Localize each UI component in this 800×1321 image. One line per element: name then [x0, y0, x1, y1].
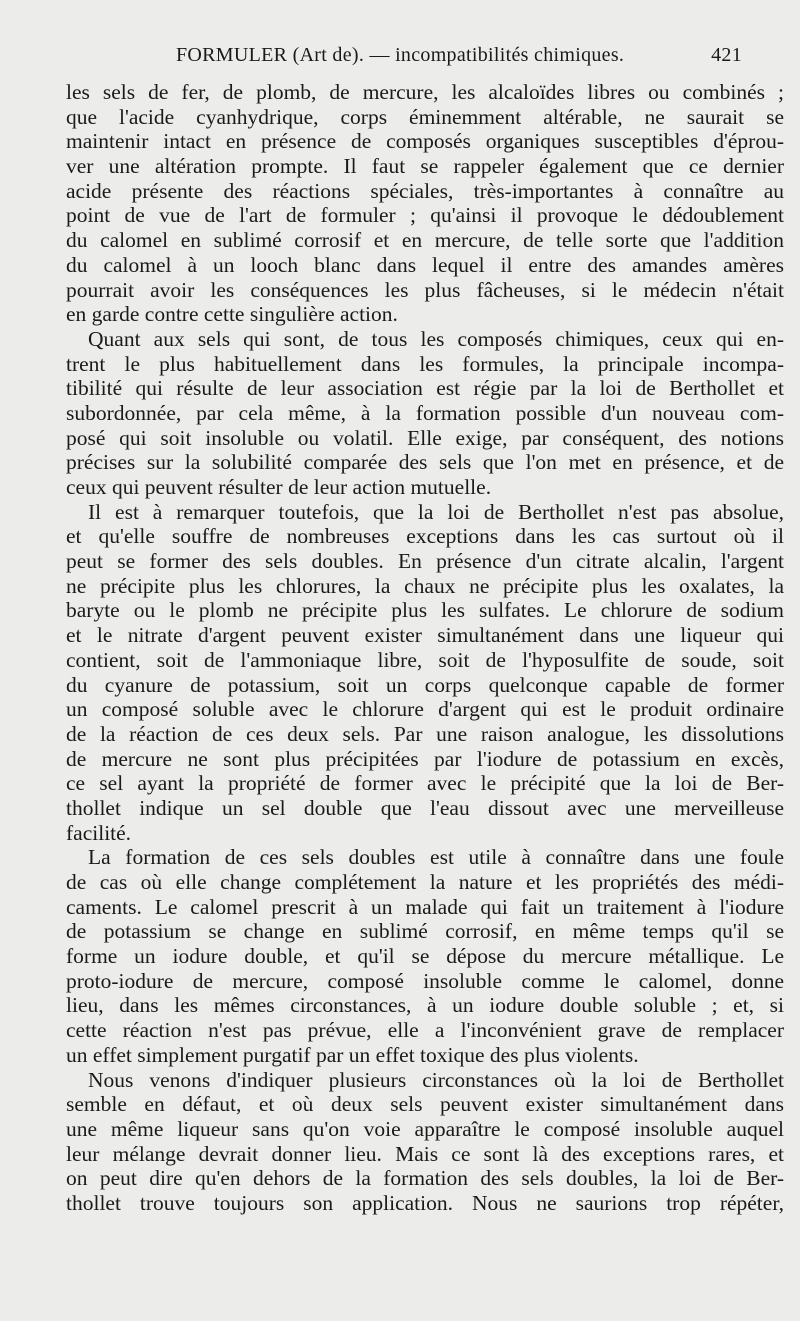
text-line: du calomel en sublimé corrosif et en mercure, de telle sorte que l'addition [66, 228, 784, 253]
text-line: précises sur la solubilité comparée des sels que l'on met en présence, et de [66, 450, 784, 475]
paragraph [66, 845, 784, 1067]
text-line: forme un iodure double, et qu'il se dépose du mercure métallique. Le [66, 944, 784, 969]
text-line: caments. Le calomel prescrit à un malade qui fait un traitement à l'iodure [66, 894, 784, 919]
text-line: thollet indique un sel double que l'eau dissout avec une merveilleuse [66, 795, 784, 820]
text-line: lieu, dans les mêmes circonstances, à un iodure double soluble ; et, si [66, 993, 784, 1018]
page-number: 421 [711, 44, 742, 66]
text-line: en garde contre cette singulière action. [66, 302, 398, 327]
text-line: maintenir intact en présence de composés organiques susceptibles d'éprou- [66, 129, 784, 154]
text-line: Nous venons d'indiquer plusieurs circonstances où la loi de Berthollet [88, 1067, 784, 1092]
text-line: acide présente des réactions spéciales, très-importantes à connaître au [66, 178, 784, 203]
text-line: de cas où elle change complétement la nature et les propriétés des médi- [66, 870, 784, 894]
text-line: posé qui soit insoluble ou volatil. Elle exige, par conséquent, des notions [66, 425, 784, 450]
header-title: FORMULER (Art de). — incompatibilités chimiques. [176, 44, 625, 66]
text-line: ceux qui peuvent résulter de leur action mutuelle. [66, 475, 492, 499]
text-line: subordonnée, par cela même, à la formation possible d'un nouveau com- [66, 400, 784, 425]
text-line: ce sel ayant la propriété de former avec le précipité que la loi de Ber- [66, 771, 784, 796]
text-line: pourrait avoir les conséquences les plus fâcheuses, si le médecin n'était [66, 277, 784, 302]
text-line: on peut dire qu'en dehors de la formation des sels doubles, la loi de Ber- [66, 1166, 784, 1191]
text-line: contient, soit de l'ammoniaque libre, soit de l'hyposulfite de soude, soit [66, 647, 784, 672]
text-line: un effet simplement purgatif par un effet toxique des plus violents. [66, 1042, 639, 1067]
text-line: et qu'elle souffre de nombreuses exceptions dans les cas surtout où il [66, 524, 784, 549]
text-line: les sels de fer, de plomb, de mercure, les alcaloïdes libres ou combinés ; [66, 80, 784, 104]
text-line: point de vue de l'art de formuler ; qu'ainsi il provoque le dédoublement [66, 203, 784, 228]
text-line: une même liqueur sans qu'on voie apparaître le composé insoluble auquel [66, 1116, 784, 1141]
text-line: que l'acide cyanhydrique, corps éminemment altérable, ne saurait se [66, 104, 784, 129]
paragraph [66, 1068, 784, 1216]
text-line: leur mélange devrait donner lieu. Mais ce sont là des exceptions rares, et [66, 1141, 784, 1166]
text-line: thollet trouve toujours son application. Nous ne saurions trop répéter, [66, 1190, 784, 1215]
text-line: Quant aux sels qui sont, de tous les composés chimiques, ceux qui en- [88, 326, 784, 351]
paragraph [66, 80, 784, 327]
text-line: facilité. [66, 820, 132, 845]
text-line: tibilité qui résulte de leur association est régie par la loi de Berthollet et [66, 376, 784, 401]
text-line: Il est à remarquer toutefois, que la loi de Berthollet n'est pas absolue, [88, 499, 784, 524]
page-body-text [66, 80, 784, 1216]
text-line: ne précipite plus les chlorures, la chaux ne précipite plus les oxalates, la [66, 573, 784, 598]
text-line: semble en défaut, et où deux sels peuvent exister simultanément dans [66, 1092, 784, 1117]
text-line: baryte ou le plomb ne précipite plus les sulfates. Le chlorure de sodium [66, 598, 784, 623]
text-line: ver une altération prompte. Il faut se rappeler également que ce dernier [66, 154, 784, 179]
text-line: de potassium se change en sublimé corrosif, en même temps qu'il se [66, 919, 784, 944]
text-line: et le nitrate d'argent peuvent exister simultanément dans une liqueur qui [66, 623, 784, 648]
text-line: peut se former des sels doubles. En présence d'un citrate alcalin, l'argent [66, 549, 784, 574]
text-line: de mercure ne sont plus précipitées par l'iodure de potassium en excès, [66, 746, 784, 771]
text-line: La formation de ces sels doubles est utile à connaître dans une foule [88, 845, 784, 870]
paragraph [66, 500, 784, 846]
running-header [66, 44, 742, 74]
text-line: du calomel à un looch blanc dans lequel il entre des amandes amères [66, 252, 784, 277]
text-line: trent le plus habituellement dans les formules, la principale incompa- [66, 351, 784, 376]
text-line: du cyanure de potassium, soit un corps quelconque capable de former [66, 672, 784, 697]
text-line: cette réaction n'est pas prévue, elle a l'inconvénient grave de remplacer [66, 1018, 784, 1043]
text-line: de la réaction de ces deux sels. Par une raison analogue, les dissolutions [66, 721, 784, 746]
text-line: un composé soluble avec le chlorure d'argent qui est le produit ordinaire [66, 697, 784, 722]
paragraph [66, 327, 784, 500]
text-line: proto-iodure de mercure, composé insoluble comme le calomel, donne [66, 968, 784, 993]
